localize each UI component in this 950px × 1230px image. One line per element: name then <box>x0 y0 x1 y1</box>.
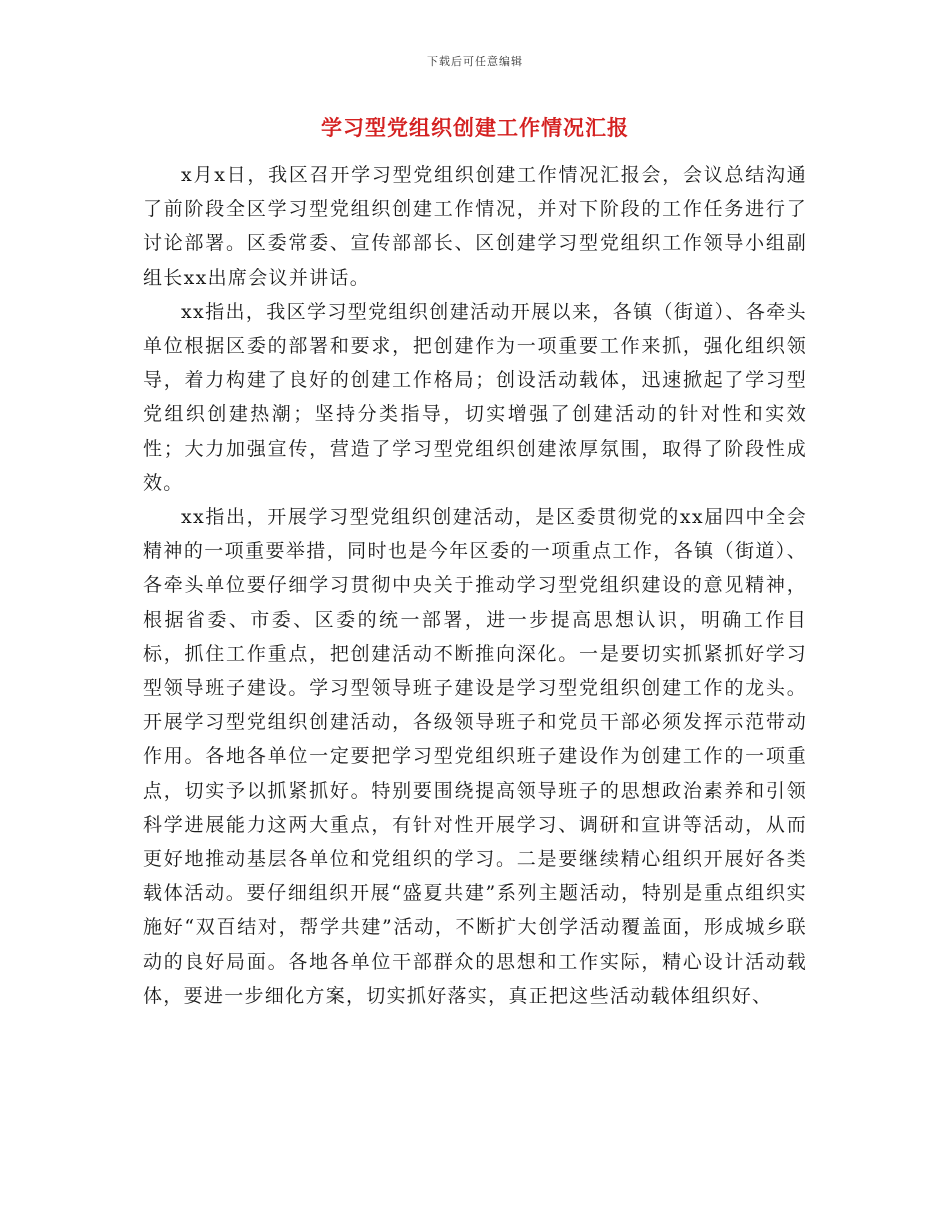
paragraph-3: xx指出，开展学习型党组织创建活动，是区委贯彻党的xx届四中全会精神的一项重要举措，同时也是今年区委的一项重点工作，各镇（街道）、各牵头单位要仔细学习贯彻中央关于推动学习型党组织建设的意见精神，根据省委、市委、区委的统一部署，进一步提高思想认识，明确工作目标，抓住工作重点，把创建活动不断推向深化。一是要切实抓紧抓好学习型领导班子建设。学习型领导班子建设是学习型党组织创建工作的龙头。开展学习型党组织创建活动，各级领导班子和党员干部必须发挥示范带动作用。各地各单位一定要把学习型党组织班子建设作为创建工作的一项重点，切实予以抓紧抓好。特别要围绕提高领导班子的思想政治素养和引领科学进展能力这两大重点，有针对性开展学习、调研和宣讲等活动，从而更好地推动基层各单位和党组织的学习。二是要继续精心组织开展好各类载体活动。要仔细组织开展“盛夏共建”系列主题活动，特别是重点组织实施好“双百结对，帮学共建”活动，不断扩大创学活动覆盖面，形成城乡联动的良好局面。各地各单位干部群众的思想和工作实际，精心设计活动载体，要进一步细化方案，切实抓好落实，真正把这些活动载体组织好、 <box>143 506 807 1007</box>
header-note: 下载后可任意编辑 <box>427 55 523 68</box>
document-body <box>143 158 807 1013</box>
paragraph-2: xx指出，我区学习型党组织创建活动开展以来，各镇（街道）、各牵头单位根据区委的部署和要求，把创建作为一项重要工作来抓，强化组织领导，着力构建了良好的创建工作格局；创设活动载体，迅速掀起了学习型党组织创建热潮；坚持分类指导，切实增强了创建活动的针对性和实效性；大力加强宣传，营造了学习型党组织创建浓厚氛围，取得了阶段性成效。 <box>143 300 807 494</box>
document-title: 学习型党组织创建工作情况汇报 <box>321 115 629 140</box>
paragraph-1: x月x日，我区召开学习型党组织创建工作情况汇报会，会议总结沟通了前阶段全区学习型党组织创建工作情况，并对下阶段的工作任务进行了讨论部署。区委常委、宣传部部长、区创建学习型党组织工作领导小组副组长xx出席会议并讲话。 <box>143 164 807 289</box>
